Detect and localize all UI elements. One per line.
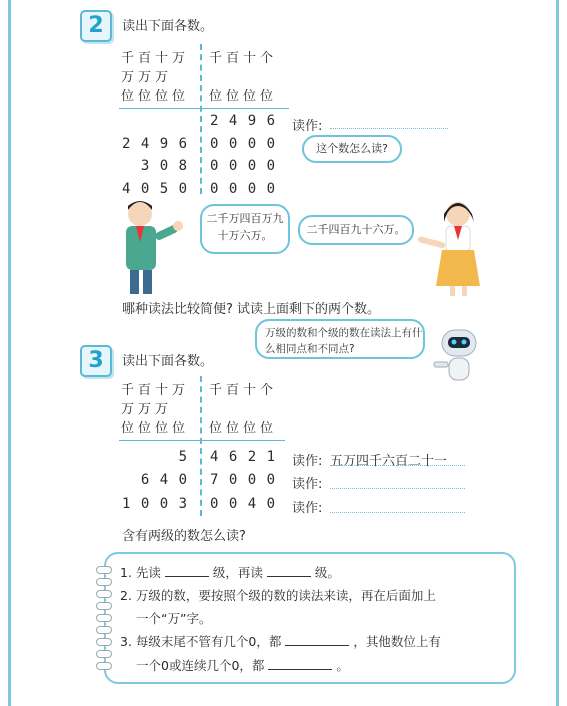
tip-3-part-a: 3. 每级末尾不管有几个0，都 — [120, 634, 282, 649]
place-header-row1-right: 千百十个 — [209, 51, 278, 66]
tip-1-blank-2[interactable] — [267, 576, 311, 577]
tip-3-line-1 — [120, 632, 441, 650]
section3-instruction: 读出下面各数。 — [122, 354, 214, 369]
answer-line-1[interactable] — [330, 128, 448, 129]
boy-speech-text: 二千万四百万九十万六万。 — [206, 212, 284, 242]
read3-label-1: 读作: — [292, 454, 323, 469]
answer3-line-3[interactable] — [330, 512, 465, 513]
place3-header-row3-right: 位位位位 — [209, 421, 278, 436]
girl-speech-bubble — [298, 215, 414, 245]
number-row-3-right: 0 0 0 0 — [210, 158, 277, 174]
section-number-3: 3 — [80, 345, 112, 377]
boy-speech-bubble — [200, 204, 290, 254]
section3-question: 含有两级的数怎么读? — [122, 529, 246, 544]
tip-1-part-a: 1. 先读 — [120, 565, 161, 580]
section2-instruction: 读出下面各数。 — [122, 19, 214, 34]
notebook-ring — [96, 638, 112, 646]
question-bubble — [302, 135, 402, 163]
read-label-1: 读作: — [292, 119, 323, 134]
tip-2-line-2: 一个“万”字。 — [136, 611, 212, 626]
number-row-4-left: 4 0 5 0 — [122, 181, 189, 197]
notebook-ring — [96, 566, 112, 574]
number3-row-3-left: 1 0 0 3 — [122, 496, 189, 512]
number3-row-2-left: 6 4 0 — [122, 472, 189, 488]
robot-speech-bubble — [255, 319, 425, 359]
tip-1-part-c: 级。 — [314, 565, 340, 580]
place-header-row2-left: 万万万 — [121, 70, 173, 85]
notebook-ring — [96, 614, 112, 622]
number3-row-2-right: 7 0 0 0 — [210, 472, 277, 488]
number-row-3-left: 3 0 8 — [122, 158, 189, 174]
place3-header-row1-left: 千百十万 — [121, 383, 190, 398]
answer3-line-2[interactable] — [330, 488, 465, 489]
number-row-4-right: 0 0 0 0 — [210, 181, 277, 197]
number-row-2-left: 2 4 9 6 — [122, 136, 189, 152]
notebook-ring — [96, 602, 112, 610]
page-border-right — [556, 0, 559, 706]
number3-row-1-right: 4 6 2 1 — [210, 449, 277, 465]
place3-header-row3-left: 位位位位 — [121, 421, 190, 436]
tip-3-part-d: 。 — [336, 658, 349, 673]
robot-illustration — [432, 326, 486, 384]
read3-answer-1: 五万四千六百二十一 — [330, 454, 448, 469]
level-divider — [200, 44, 202, 194]
notebook-ring — [96, 578, 112, 586]
girl-illustration — [412, 196, 492, 296]
notebook-ring — [96, 662, 112, 670]
section-number-2: 2 — [80, 10, 112, 42]
notebook-ring — [96, 590, 112, 598]
question-bubble-text: 这个数怎么读? — [316, 142, 388, 155]
answer3-line-1 — [330, 465, 465, 466]
number-row-1-right: 2 4 9 6 — [210, 113, 277, 129]
place3-header-row1-right: 千百十个 — [209, 383, 278, 398]
boy-illustration — [118, 196, 190, 296]
header3-divider — [119, 440, 285, 441]
number3-row-1-left: 5 — [122, 449, 189, 465]
tip-2-line-1: 2. 万级的数，要按照个级的数的读法来读，再在后面加上 — [120, 588, 436, 603]
place3-header-row2-left: 万万万 — [121, 402, 173, 417]
number-row-2-right: 0 0 0 0 — [210, 136, 277, 152]
tip-3-line-2 — [136, 656, 349, 674]
header-divider — [119, 108, 289, 109]
tip-1-part-b: 级，再读 — [212, 565, 263, 580]
number3-row-3-right: 0 0 4 0 — [210, 496, 277, 512]
place-header-row3-left: 位位位位 — [121, 89, 190, 104]
notebook-ring — [96, 626, 112, 634]
robot-speech-text: 万级的数和个级的数在读法上有什么相同点和不同点? — [265, 327, 423, 355]
tip-1 — [120, 563, 340, 581]
tip-3-blank-1[interactable] — [285, 645, 349, 646]
read3-label-3: 读作: — [292, 501, 323, 516]
tip-1-blank-1[interactable] — [165, 576, 209, 577]
place-header-row3-right: 位位位位 — [209, 89, 278, 104]
section2-question: 哪种读法比较简便? 试读上面剩下的两个数。 — [122, 302, 381, 317]
girl-speech-text: 二千四百九十六万。 — [306, 223, 406, 236]
tip-3-part-b: ，其他数位上有 — [353, 634, 441, 649]
place-header-row1-left: 千百十万 — [121, 51, 190, 66]
tip-3-part-c: 一个0或连续几个0，都 — [136, 658, 265, 673]
page-border-left — [8, 0, 11, 706]
level3-divider — [200, 376, 202, 516]
read3-label-2: 读作: — [292, 477, 323, 492]
notebook-ring — [96, 650, 112, 658]
tip-3-blank-2[interactable] — [268, 669, 332, 670]
